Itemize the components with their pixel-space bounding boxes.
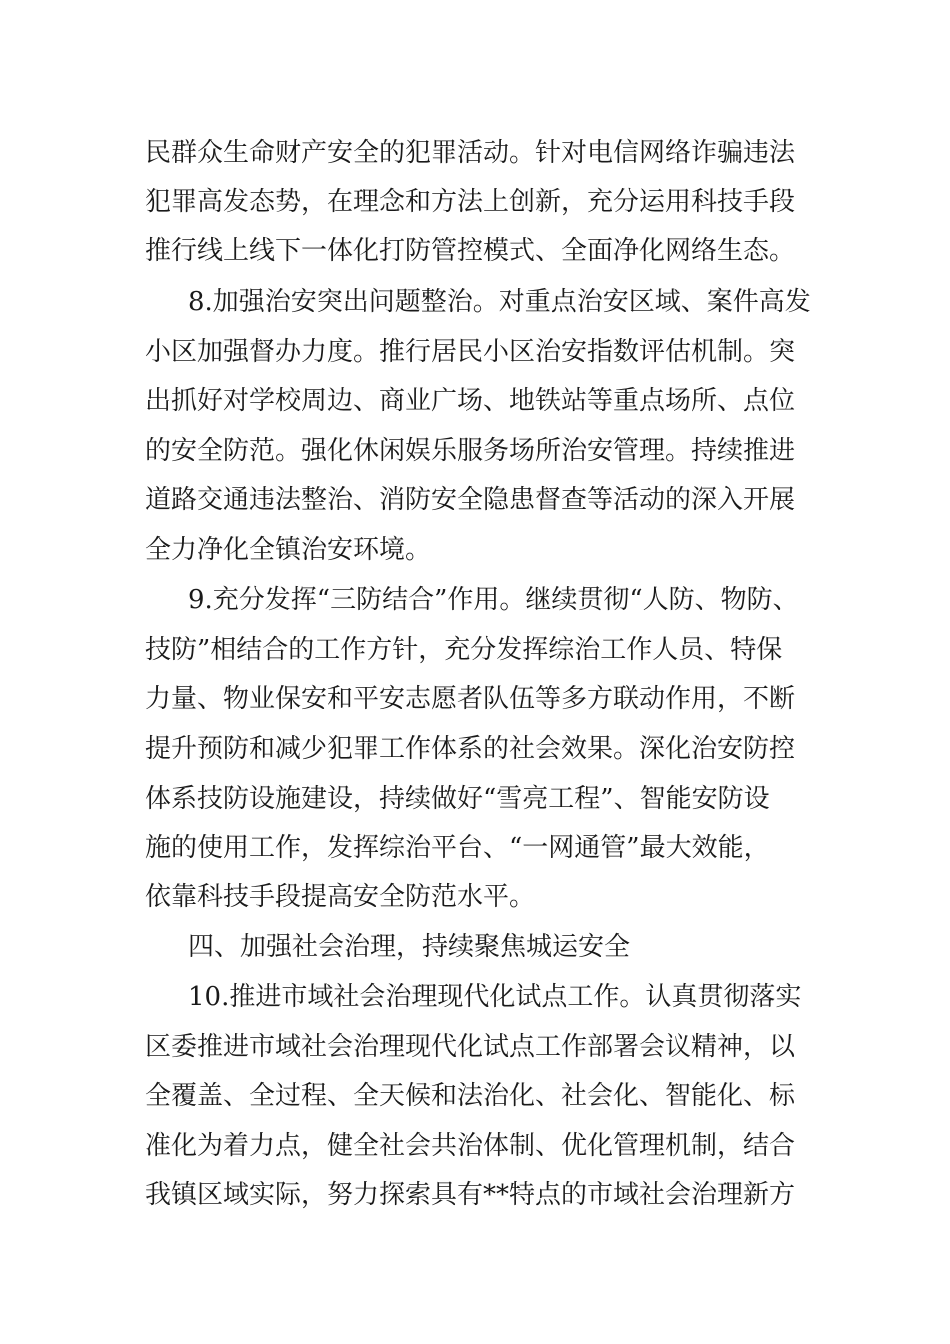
text-line: 区委推进市域社会治理现代化试点工作部署会议精神，以: [145, 1032, 796, 1062]
text-line: 力量、物业保安和平安志愿者队伍等多方联动作用，不断: [145, 684, 796, 714]
text-line: 推行线上线下一体化打防管控模式、全面净化网络生态。: [145, 236, 796, 266]
text-line: 犯罪高发态势，在理念和方法上创新，充分运用科技手段: [145, 187, 796, 217]
section-heading: 四、加强社会治理，持续聚焦城运安全: [188, 932, 631, 962]
text-line: 我镇区域实际，努力探索具有**特点的市域社会治理新方: [145, 1180, 796, 1210]
text-line: 全力净化全镇治安环境。: [145, 535, 432, 565]
text-line: 民群众生命财产安全的犯罪活动。针对电信网络诈骗违法: [145, 138, 796, 168]
text-line: 10.推进市域社会治理现代化试点工作。认真贯彻落实: [188, 982, 802, 1012]
text-line: 的安全防范。强化休闲娱乐服务场所治安管理。持续推进: [145, 436, 796, 466]
text-line: 出抓好对学校周边、商业广场、地铁站等重点场所、点位: [145, 386, 796, 416]
text-line: 提升预防和减少犯罪工作体系的社会效果。深化治安防控: [145, 734, 796, 764]
text-line: 体系技防设施建设，持续做好“雪亮工程”、智能安防设: [145, 784, 770, 814]
text-line: 小区加强督办力度。推行居民小区治安指数评估机制。突: [145, 337, 796, 367]
text-line: 施的使用工作，发挥综治平台、“一网通管”最大效能，: [145, 833, 770, 863]
text-line: 技防”相结合的工作方针，充分发挥综治工作人员、特保: [145, 635, 783, 665]
text-line: 道路交通违法整治、消防安全隐患督查等活动的深入开展: [145, 485, 796, 515]
text-line: 9.充分发挥“三防结合”作用。继续贯彻“人防、物防、: [188, 585, 799, 615]
text-line: 准化为着力点，健全社会共治体制、优化管理机制，结合: [145, 1131, 796, 1161]
text-line: 依靠科技手段提高安全防范水平。: [145, 882, 536, 912]
text-line: 全覆盖、全过程、全天候和法治化、社会化、智能化、标: [145, 1081, 796, 1111]
text-line: 8.加强治安突出问题整治。对重点治安区域、案件高发: [188, 287, 811, 317]
